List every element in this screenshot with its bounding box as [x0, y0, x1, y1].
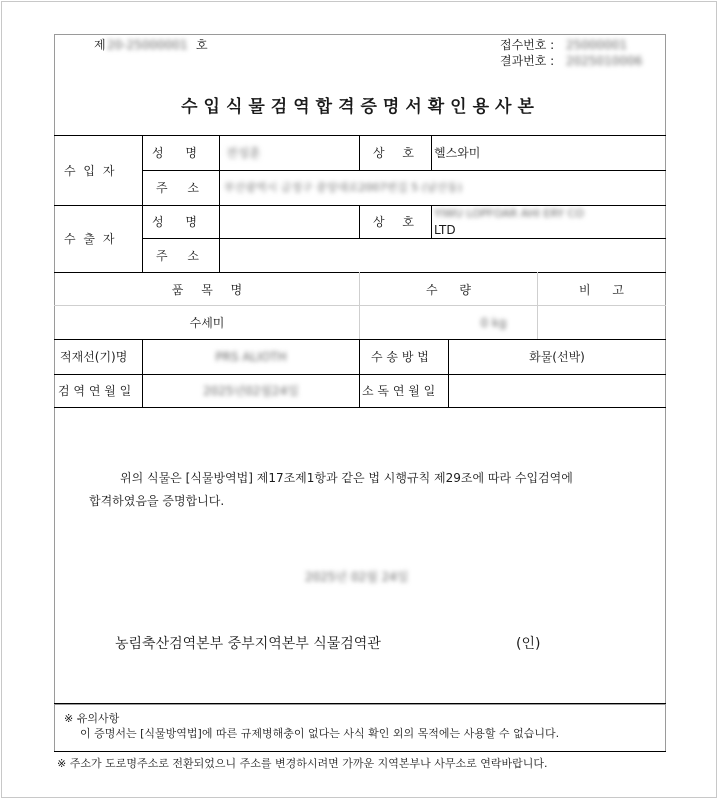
inspection-date-value: 2025년02월24일 [203, 384, 299, 398]
vessel-value: PRS ALIOTH [215, 350, 287, 364]
receipt-number-value: 25000001 [566, 38, 628, 52]
form-top-edge [54, 34, 666, 35]
cert-number-prefix: 제 [94, 38, 106, 52]
goods-item-value: 수세미 [189, 316, 225, 330]
form-right-edge [665, 34, 666, 752]
receipt-number-label: 접수번호 : [500, 38, 555, 52]
issue-date: 2025년 02월 24일 [305, 570, 409, 584]
exporter-section-label: 수 출 자 [64, 232, 117, 246]
importer-company-label: 상 호 [373, 146, 414, 160]
importer-name-value: 전성훈 [226, 146, 261, 160]
footer-note: ※ 주소가 도로명주소로 전환되었으니 주소를 변경하시려면 가까운 지역본부나 사무소로 연락바랍니다. [57, 757, 548, 770]
disinfection-date-label: 소 독 연 월 일 [362, 384, 436, 398]
exporter-company-value-line1: YIWU LOPFOAR AHI ERY CO [434, 207, 584, 220]
goods-quantity-value: 0 kg [480, 316, 507, 330]
goods-header-item: 품 목 명 [171, 283, 243, 297]
notice-heading: ※ 유의사항 [64, 712, 120, 725]
inspection-date-label: 검 역 연 월 일 [58, 384, 132, 398]
form-left-edge [54, 34, 55, 752]
notice-text: 이 증명서는 [식물방역법]에 따른 규제병해충이 없다는 사식 확인 외의 목적에는 사용할 수 없습니다. [80, 727, 560, 740]
vessel-label: 적재선(기)명 [60, 350, 128, 364]
cert-number: 20-25000001 [107, 38, 188, 52]
goods-header-note: 비 고 [579, 283, 624, 297]
importer-address-value: 부산광역시 금정구 중앙대로2007번길 5 (남산동) [224, 181, 463, 194]
result-number-label: 결과번호 : [500, 54, 555, 68]
cert-number-suffix: 호 [196, 38, 208, 52]
exporter-company-label: 상 호 [373, 215, 414, 229]
issuer-name: 농림축산검역본부 중부지역본부 식물검역관 [115, 636, 381, 652]
result-number-value: 2025010006 [566, 54, 643, 68]
importer-company-value: 헬스와미 [434, 146, 481, 160]
importer-section-label: 수 입 자 [64, 164, 117, 178]
statement-line-2: 합격하였음을 증명합니다. [89, 494, 225, 508]
transport-method-label: 수 송 방 법 [371, 350, 429, 364]
exporter-company-value-line2: LTD [434, 223, 456, 237]
exporter-name-label: 성 명 [152, 215, 197, 229]
document-title: 수입식물검역합격증명서확인용사본 [181, 97, 540, 117]
importer-name-label: 성 명 [152, 146, 197, 160]
importer-address-label: 주 소 [156, 181, 199, 195]
goods-header-quantity: 수 량 [426, 283, 471, 297]
transport-method-value: 화물(선박) [529, 350, 585, 364]
exporter-address-label: 주 소 [156, 249, 199, 263]
seal-mark: (인) [516, 636, 541, 652]
statement-line-1: 위의 식물은 [식물방역법] 제17조제1항과 같은 법 시행규칙 제29조에 따라 수입검역에 [120, 471, 573, 485]
